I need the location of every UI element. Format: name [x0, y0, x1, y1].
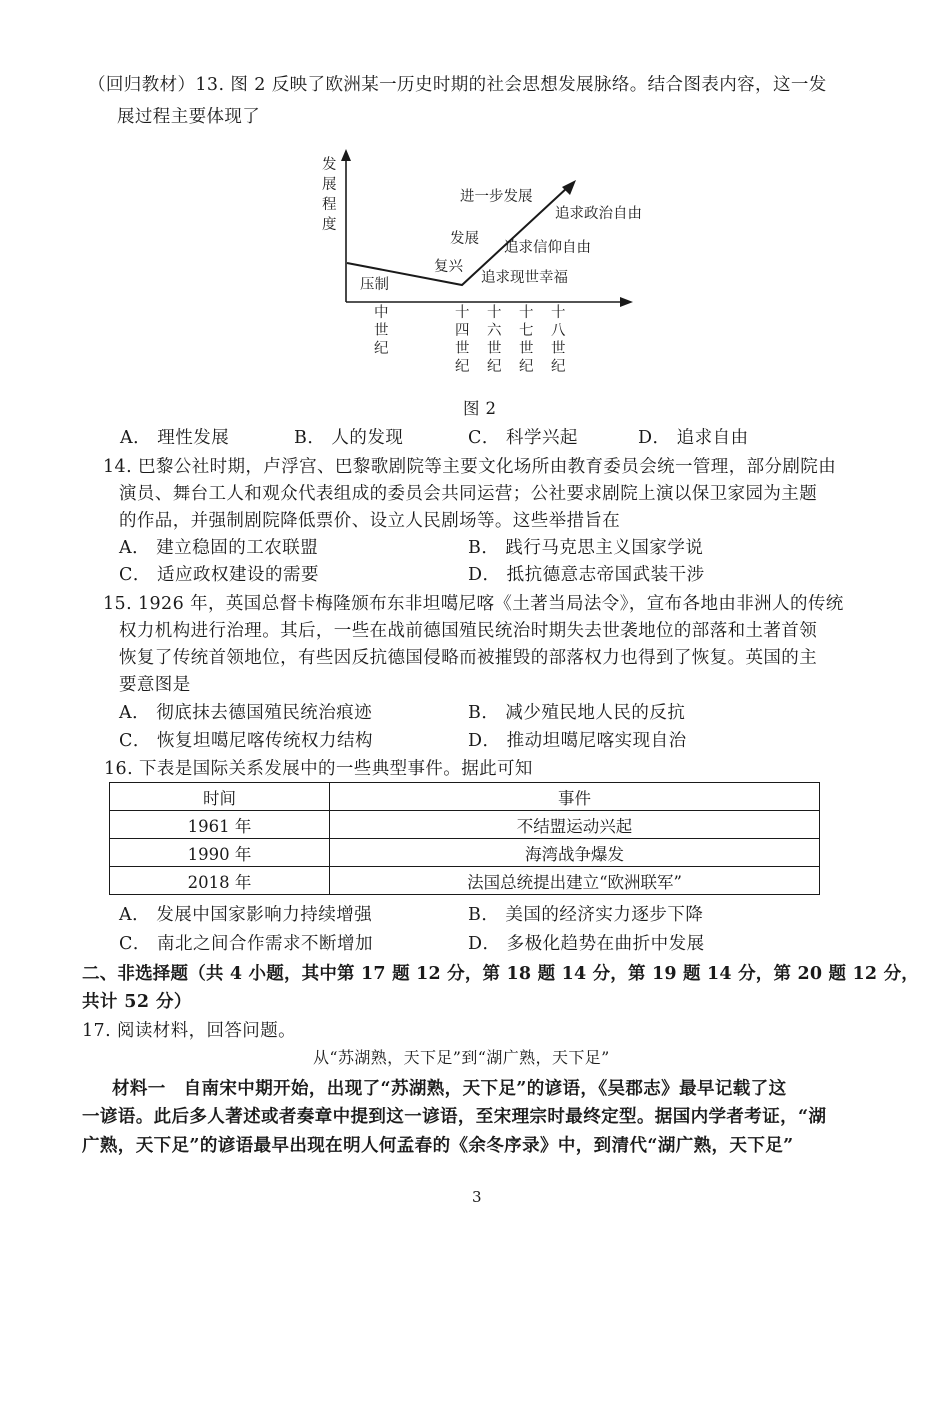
q13-stem-line2: 展过程主要体现了 [117, 107, 261, 127]
y-label-char: 展 [322, 177, 337, 193]
q15-option-c: C． 恢复坦噶尼喀传统权力结构 [119, 731, 373, 751]
q17-title: 从“苏湖熟，天下足”到“湖广熟，天下足” [313, 1048, 610, 1067]
annotation-worldly: 追求现世幸福 [481, 270, 568, 286]
table-header-row [110, 783, 820, 811]
q17-material-line1 [112, 1076, 786, 1102]
svg-text:纪: 纪 [487, 359, 502, 375]
svg-text:世: 世 [374, 323, 389, 339]
y-axis-arrow [341, 149, 351, 161]
page-number: 3 [472, 1188, 482, 1206]
q15-stem-line: 恢复了传统首领地位，有些因反抗德国侵略而被摧毁的部落权力也得到了恢复。英国的主 [119, 648, 818, 668]
q15-option-a: A． 彻底抹去德国殖民统治痕迹 [119, 703, 373, 723]
svg-text:纪: 纪 [455, 359, 470, 375]
svg-text:十: 十 [455, 305, 470, 321]
q16-option-b: B． 美国的经济实力逐步下降 [468, 905, 704, 925]
svg-text:六: 六 [487, 323, 502, 339]
svg-text:七: 七 [519, 323, 534, 339]
table-cell-year: 2018 年 [110, 867, 330, 895]
q15-stem-line: 15. 1926 年，英国总督卡梅隆颁布东非坦噶尼喀《土著当局法令》，宣布各地由非洲人的传统 [103, 594, 844, 614]
x-axis-arrow [620, 297, 633, 307]
y-label-char: 发 [322, 157, 337, 173]
q15-stem-line: 要意图是 [119, 675, 191, 695]
svg-text:世: 世 [455, 341, 470, 357]
svg-text:十: 十 [487, 305, 502, 321]
q16-stem: 16. 下表是国际关系发展中的一些典型事件。据此可知 [104, 759, 533, 779]
x-label-16th [487, 304, 502, 375]
q15-option-b: B． 减少殖民地人民的反抗 [468, 703, 686, 723]
table-row [110, 811, 820, 839]
development-line-arrow [562, 180, 576, 195]
q14-option-a: A． 建立稳固的工农联盟 [119, 538, 319, 558]
svg-text:中: 中 [374, 305, 389, 321]
material-label: 材料一 [112, 1079, 166, 1099]
q14-option-b: B． 践行马克思主义国家学说 [468, 538, 704, 558]
q14-option-c: C． 适应政权建设的需要 [119, 565, 319, 585]
table-cell-year: 1990 年 [110, 839, 330, 867]
svg-text:纪: 纪 [551, 359, 566, 375]
svg-text:十: 十 [551, 305, 566, 321]
annotation-further: 进一步发展 [460, 189, 533, 205]
figure-caption: 图 2 [463, 399, 497, 418]
events-table [109, 782, 820, 895]
svg-text:世: 世 [551, 341, 566, 357]
x-label-14th [455, 304, 470, 375]
table-row [110, 867, 820, 895]
svg-text:纪: 纪 [519, 359, 534, 375]
x-label-18th [551, 304, 566, 375]
annotation-faith: 追求信仰自由 [504, 240, 591, 256]
svg-text:世: 世 [519, 341, 534, 357]
q14-stem-line: 的作品，并强制剧院降低票价、设立人民剧场等。这些举措旨在 [119, 511, 621, 531]
q13-option-d: D． 追求自由 [638, 428, 749, 448]
q16-option-d: D． 多极化趋势在曲折中发展 [468, 934, 705, 954]
q17-stem: 17. 阅读材料，回答问题。 [82, 1021, 296, 1041]
table-row [110, 839, 820, 867]
svg-text:纪: 纪 [374, 341, 389, 357]
x-label-medieval [374, 304, 389, 357]
q13-option-a: A． 理性发展 [120, 428, 230, 448]
table-cell-event: 法国总统提出建立“欧洲联军” [330, 867, 820, 895]
table-cell-event: 海湾战争爆发 [330, 839, 820, 867]
section2-heading-line2: 共计 52 分） [82, 992, 192, 1012]
table-header-event: 事件 [330, 783, 820, 811]
annotation-develop: 发展 [450, 231, 479, 247]
section2-heading-line1: 二、非选择题（共 4 小题，其中第 17 题 12 分，第 18 题 14 分，第 19 题 14 分，第 20 题 12 分， [82, 964, 919, 984]
svg-text:八: 八 [551, 323, 566, 339]
y-label-char: 度 [322, 217, 337, 233]
table-header-time: 时间 [110, 783, 330, 811]
y-label-char: 程 [322, 197, 337, 213]
q14-option-d: D． 抵抗德意志帝国武装干涉 [468, 565, 705, 585]
q15-option-d: D． 推动坦噶尼喀实现自治 [468, 731, 687, 751]
q17-material-line2: 一谚语。此后多人著述或者奏章中提到这一谚语，至宋理宗时最终定型。据国内学者考证，“湖 [82, 1107, 827, 1127]
q13-option-b: B． 人的发现 [294, 428, 404, 448]
q13-stem-line1: （回归教材）13. 图 2 反映了欧洲某一历史时期的社会思想发展脉络。结合图表内容，这一发 [88, 75, 827, 95]
svg-text:世: 世 [487, 341, 502, 357]
annotation-suppress: 压制 [360, 277, 389, 293]
svg-text:四: 四 [455, 323, 470, 339]
material-text: 自南宋中期开始，出现了“苏湖熟，天下足”的谚语，《吴郡志》最早记载了这 [165, 1079, 787, 1099]
q14-stem-line: 14. 巴黎公社时期，卢浮宫、巴黎歌剧院等主要文化场所由教育委员会统一管理，部分剧院由 [103, 457, 837, 477]
annotation-political: 追求政治自由 [555, 206, 642, 222]
q15-stem-line: 权力机构进行治理。其后，一些在战前德国殖民统治时期失去世袭地位的部落和土著首领 [119, 621, 818, 641]
q16-option-a: A． 发展中国家影响力持续增强 [119, 905, 373, 925]
q13-option-c: C． 科学兴起 [468, 428, 578, 448]
q14-stem-line: 演员、舞台工人和观众代表组成的委员会共同运营；公社要求剧院上演以保卫家园为主题 [119, 484, 818, 504]
annotation-revive: 复兴 [434, 259, 463, 275]
figure-2-chart [300, 145, 660, 380]
table-cell-event: 不结盟运动兴起 [330, 811, 820, 839]
x-label-17th [519, 304, 534, 375]
svg-text:十: 十 [519, 305, 534, 321]
table-cell-year: 1961 年 [110, 811, 330, 839]
q16-option-c: C． 南北之间合作需求不断增加 [119, 934, 373, 954]
q17-material-line3: 广熟，天下足”的谚语最早出现在明人何孟春的《余冬序录》中，到清代“湖广熟，天下足” [82, 1136, 794, 1156]
